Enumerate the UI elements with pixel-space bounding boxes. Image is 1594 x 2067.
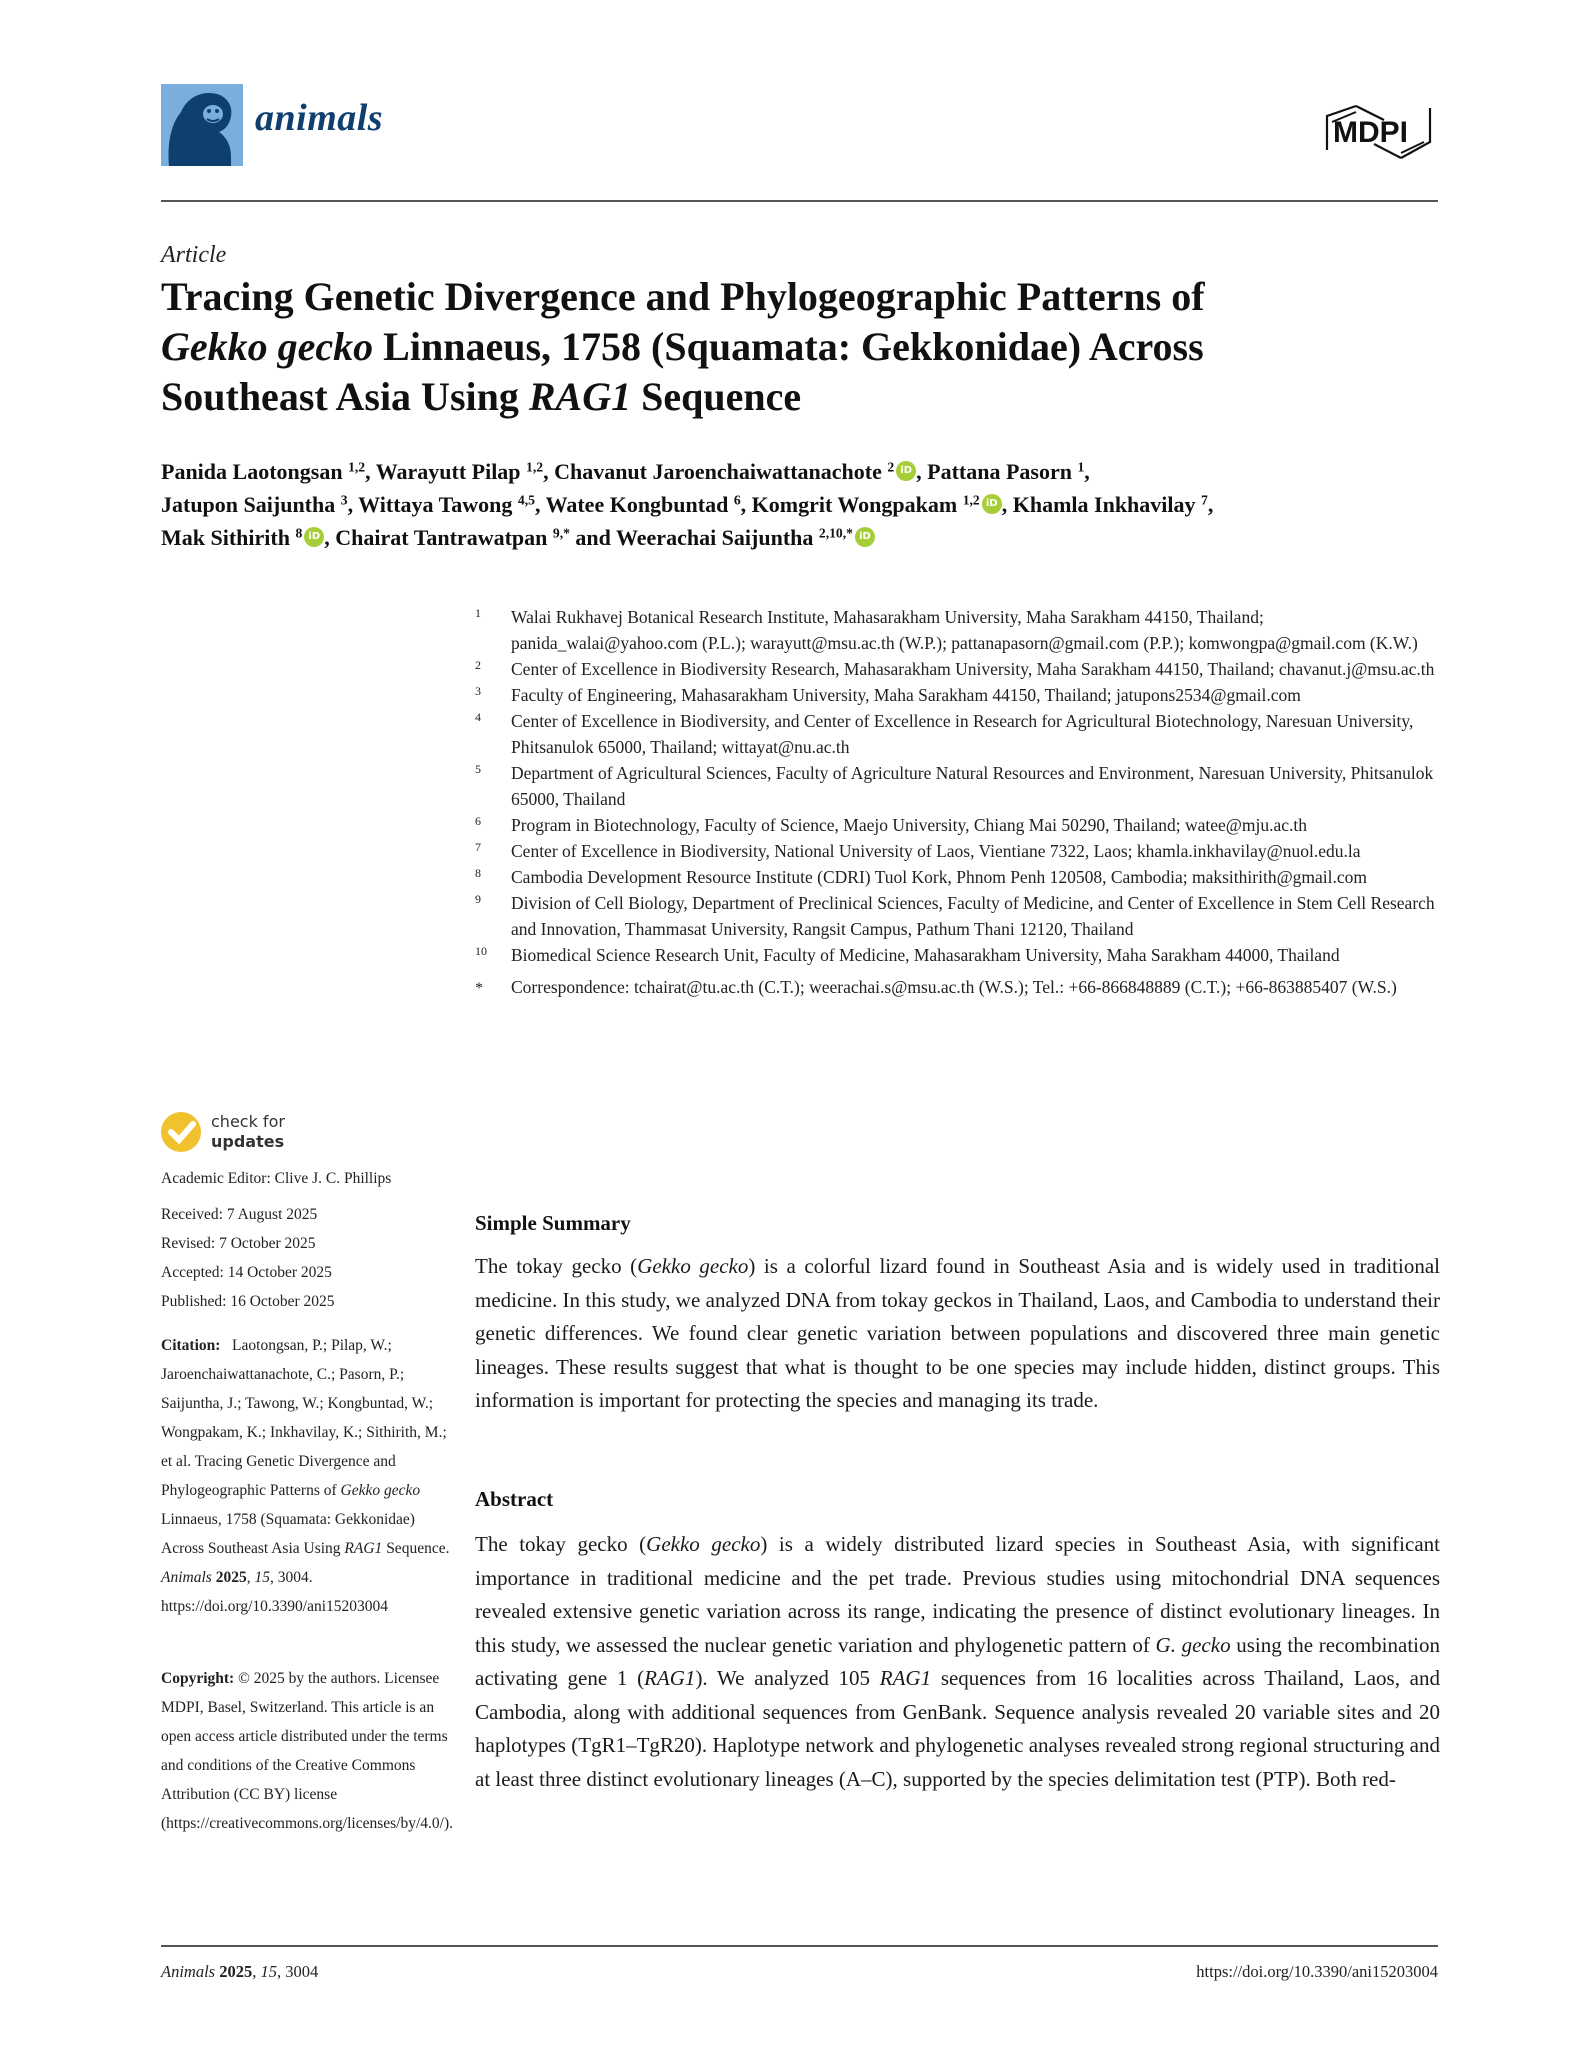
author-list xyxy=(161,455,1438,554)
mdpi-logo-text: MDPI xyxy=(1333,116,1408,149)
citation-text-c: Sequence. xyxy=(382,1540,450,1557)
affiliation-text: Center of Excellence in Biodiversity, and Center of Excellence in Research for Agricultural Biotechnology, Naresuan University, Phitsanulok 65000, Thailand; wittayat@nu.ac.th xyxy=(511,711,1414,757)
publication-dates xyxy=(161,1200,461,1316)
title-gene: RAG1 xyxy=(528,374,632,419)
affiliation-text: Biomedical Science Research Unit, Faculty of Medicine, Mahasarakham University, Maha Sarakham 44000, Thailand xyxy=(511,945,1340,965)
published-date: Published: 16 October 2025 xyxy=(161,1293,335,1310)
affiliation-item xyxy=(475,604,1440,656)
orcid-icon[interactable]: iD xyxy=(855,527,875,547)
ss-species: Gekko gecko xyxy=(637,1254,749,1278)
affiliation-number: 10 xyxy=(475,944,487,958)
affiliation-text: Walai Rukhavej Botanical Research Institute, Mahasarakham University, Maha Sarakham 44150, Thailand; panida_walai@yahoo.com (P.L.); warayutt@msu.ac.th (W.P.); pattanapasorn@gmail.com (P.P.); komwongpa@gmail.com (K.W.) xyxy=(511,607,1418,653)
title-species: Gekko gecko xyxy=(161,324,374,369)
ab-text-a: The tokay gecko ( xyxy=(475,1532,647,1556)
author-affiliation-marker: 3 xyxy=(340,492,348,508)
author-name: Chairat Tantrawatpan xyxy=(335,525,548,550)
affiliation-text: Program in Biotechnology, Faculty of Science, Maejo University, Chiang Mai 50290, Thailand; watee@mju.ac.th xyxy=(511,815,1307,835)
article-title xyxy=(161,272,1438,422)
author-affiliation-marker: 1,2 xyxy=(526,459,544,475)
author-name: Watee Kongbuntad xyxy=(545,492,729,517)
affiliations-list xyxy=(475,604,1440,1000)
author-name: Khamla Inkhavilay xyxy=(1012,492,1196,517)
author-separator: , xyxy=(365,459,376,484)
affiliation-number: 5 xyxy=(475,762,481,776)
author-separator: , xyxy=(1001,492,1013,517)
author-separator: , xyxy=(740,492,752,517)
affiliation-item xyxy=(475,838,1440,864)
footer-divider xyxy=(161,1945,1438,1947)
check-for-label: check for xyxy=(211,1112,285,1131)
footer-volume: 15 xyxy=(260,1962,277,1981)
affiliation-item xyxy=(475,708,1440,760)
ab-gene-2: RAG1 xyxy=(879,1666,932,1690)
affiliation-item xyxy=(475,974,1440,1000)
author-name: Panida Laotongsan xyxy=(161,459,343,484)
simple-summary-heading: Simple Summary xyxy=(475,1211,631,1235)
author-affiliation-marker: 2,10,* xyxy=(818,525,853,541)
author-affiliation-marker: 7 xyxy=(1201,492,1208,508)
ss-text-b: ) is a colorful lizard found in Southeast Asia and is widely used in traditional medicine. In this study, we analyzed DNA from tokay geckos in Thailand, Laos, and Cambodia to understand their genetic differences. We found clear genetic variation between populations and discovered three main genetic lineages. These results suggest that what is thought to be one species may include hidden, distinct groups. This information is important for protecting the species and managing its trade. xyxy=(475,1254,1440,1412)
ab-text-e: sequences from 16 localities across Thailand, Laos, and Cambodia, along with additional sequences from GenBank. Sequence analysis revealed 20 variable sites and 20 haplotypes (TgR1–TgR20). Haplotype network and phylogenetic analyses revealed strong regional structuring and at least three distinct evolutionary lineages (A–C), supported by the species delimitation test (PTP). Both red- xyxy=(475,1666,1440,1791)
author-affiliation-marker: 6 xyxy=(733,492,741,508)
citation-species: Gekko gecko xyxy=(340,1482,421,1499)
abstract-text xyxy=(475,1528,1440,1796)
citation-text-b: Linnaeus, 1758 (Squamata: Gekkonidae) Across Southeast Asia Using xyxy=(161,1511,415,1557)
journal-logo xyxy=(161,84,243,166)
author-name: Weerachai Saijuntha xyxy=(615,525,814,550)
copyright-text: © 2025 by the authors. Licensee MDPI, Basel, Switzerland. This article is an open access article distributed under the terms and conditions of the Creative Commons Attribution (CC BY) license (https://creativecommons.org/licenses/by/4.0/). xyxy=(161,1670,454,1832)
citation-text-a: Laotongsan, P.; Pilap, W.; Jaroenchaiwattanachote, C.; Pasorn, P.; Saijuntha, J.; Tawong, W.; Kongbuntad, W.; Wongpakam, K.; Inkhavilay, K.; Sithirith, M.; et al. Tracing Genetic Divergence and Phylogeographic Patterns of xyxy=(161,1337,447,1499)
affiliation-number: 3 xyxy=(475,684,481,698)
author-affiliation-marker: 1,2 xyxy=(962,492,980,508)
footer-doi-link[interactable]: https://doi.org/10.3390/ani15203004 xyxy=(1196,1962,1438,1981)
affiliation-text: Center of Excellence in Biodiversity, National University of Laos, Vientiane 7322, Laos; khamla.inkhavilay@nuol.edu.la xyxy=(511,841,1361,861)
accepted-date: Accepted: 14 October 2025 xyxy=(161,1264,332,1281)
abstract-heading: Abstract xyxy=(475,1487,554,1511)
copyright-label: Copyright: xyxy=(161,1670,235,1687)
checkmark-icon xyxy=(161,1112,201,1152)
ss-text-a: The tokay gecko ( xyxy=(475,1254,638,1278)
affiliation-text: Division of Cell Biology, Department of Preclinical Sciences, Faculty of Medicine, and Center of Excellence in Stem Cell Research and Innovation, Thammasat University, Rangsit Campus, Pathum Thani 12120, Thailand xyxy=(511,893,1435,939)
author-separator: , xyxy=(543,459,555,484)
received-date: Received: 7 August 2025 xyxy=(161,1206,318,1223)
copyright-block xyxy=(161,1664,457,1838)
affiliation-item xyxy=(475,682,1440,708)
title-line-1: Tracing Genetic Divergence and Phylogeographic Patterns of xyxy=(161,274,1205,319)
author-affiliation-marker: 4,5 xyxy=(517,492,535,508)
affiliation-item xyxy=(475,812,1440,838)
affiliation-text: Cambodia Development Resource Institute (CDRI) Tuol Kork, Phnom Penh 120508, Cambodia; maksithirith@gmail.com xyxy=(511,867,1368,887)
orcid-icon[interactable]: iD xyxy=(982,494,1002,514)
ab-text-d: ). We analyzed 105 xyxy=(695,1666,880,1690)
check-for-updates-badge[interactable] xyxy=(161,1110,321,1158)
affiliation-item xyxy=(475,890,1440,942)
affiliation-number: * xyxy=(475,980,483,997)
author-separator: , xyxy=(347,492,359,517)
ab-gene-1: RAG1 xyxy=(644,1666,696,1690)
ab-text-b: ) is a widely distributed lizard species in Southeast Asia, with significant importance in traditional medicine and the pet trade. Previous studies using mitochondrial DNA sequences revealed extensive genetic variation across its range, indicating the presence of distinct evolutionary lineages. In this study, we assessed the nuclear genetic variation and phylogenetic pattern of xyxy=(475,1532,1440,1657)
author-separator: and xyxy=(569,525,616,550)
author-affiliation-marker: 2 xyxy=(887,459,895,475)
footer-citation: Animals 2025, 15, 3004 xyxy=(161,1962,319,1981)
author-name: Jatupon Saijuntha xyxy=(161,492,336,517)
monkey-logo-icon xyxy=(161,84,243,166)
author-separator: , xyxy=(1207,492,1214,517)
simple-summary-text xyxy=(475,1250,1440,1418)
affiliation-text: Faculty of Engineering, Mahasarakham University, Maha Sarakham 44150, Thailand; jatupons2534@gmail.com xyxy=(511,685,1301,705)
affiliation-number: 1 xyxy=(475,606,481,620)
footer-journal: Animals xyxy=(161,1962,216,1981)
academic-editor: Academic Editor: Clive J. C. Phillips xyxy=(161,1170,392,1187)
citation-doi[interactable]: , 3004. https://doi.org/10.3390/ani15203004 xyxy=(161,1569,389,1615)
author-name: Pattana Pasorn xyxy=(927,459,1072,484)
journal-name: animals xyxy=(255,97,384,139)
citation-journal: Animals xyxy=(161,1569,212,1586)
affiliation-number: 7 xyxy=(475,840,481,854)
citation-gene: RAG1 xyxy=(344,1540,383,1557)
author-name: Wittaya Tawong xyxy=(358,492,513,517)
author-name: Komgrit Wongpakam xyxy=(751,492,958,517)
title-line-2: Linnaeus, 1758 (Squamata: Gekkonidae) Across xyxy=(373,324,1204,369)
affiliation-number: 9 xyxy=(475,892,481,906)
revised-date: Revised: 7 October 2025 xyxy=(161,1235,316,1252)
affiliation-number: 4 xyxy=(475,710,481,724)
ab-species-short: G. gecko xyxy=(1155,1632,1231,1657)
mdpi-logo xyxy=(1320,96,1438,172)
title-line-3b: Sequence xyxy=(631,374,802,419)
author-separator: , xyxy=(1084,459,1090,484)
citation-year: 2025 xyxy=(215,1569,247,1586)
affiliation-text: Center of Excellence in Biodiversity Research, Mahasarakham University, Maha Sarakham 44150, Thailand; chavanut.j@msu.ac.th xyxy=(511,659,1435,679)
affiliation-number: 8 xyxy=(475,866,481,880)
orcid-icon[interactable]: iD xyxy=(896,461,916,481)
affiliation-number: 2 xyxy=(475,658,481,672)
ab-species: Gekko gecko xyxy=(646,1532,761,1556)
affiliation-item xyxy=(475,760,1440,812)
affiliation-item xyxy=(475,864,1440,890)
affiliation-text: Department of Agricultural Sciences, Faculty of Agriculture Natural Resources and Environment, Naresuan University, Phitsanulok 65000, Thailand xyxy=(511,763,1434,809)
author-affiliation-marker: 9,* xyxy=(552,525,570,541)
footer-article: , 3004 xyxy=(276,1962,319,1981)
updates-label: updates xyxy=(211,1132,285,1151)
citation-label: Citation: xyxy=(161,1337,221,1354)
author-separator: , xyxy=(534,492,546,517)
affiliation-text: Correspondence: tchairat@tu.ac.th (C.T.); weerachai.s@msu.ac.th (W.S.); Tel.: +66-866848889 (C.T.); +66-863885407 (W.S.) xyxy=(511,977,1397,997)
article-type: Article xyxy=(161,242,227,268)
citation-block: Citation: Laotongsan, P.; Pilap, W.; Jaroenchaiwattanachote, C.; Pasorn, P.; Saijuntha, J.; Tawong, W.; Kongbuntad, W.; Wongpakam, K.; Inkhavilay, K.; Sithirith, M.; et al. Tracing Genetic Divergence and Phylogeographic Patterns of Gekko gecko Linnaeus, 1758 (Squamata: Gekkonidae) Across Southeast Asia Using RAG1 Sequence. Animals 2025, 15, 3004. https://doi.org/10.3390/ani15203004 xyxy=(161,1337,450,1615)
ab-text-c: using the recombination activating gene 1 ( xyxy=(475,1632,1440,1690)
author-affiliation-marker: 8 xyxy=(295,525,303,541)
author-affiliation-marker: 1,2 xyxy=(348,459,366,475)
author-separator: , xyxy=(916,459,928,484)
author-name: Chavanut Jaroenchaiwattanachote xyxy=(554,459,882,484)
affiliation-number: 6 xyxy=(475,814,481,828)
author-affiliation-marker: 1 xyxy=(1077,459,1085,475)
affiliation-item xyxy=(475,656,1440,682)
author-separator: , xyxy=(324,525,336,550)
author-name: Warayutt Pilap xyxy=(375,459,521,484)
footer-year: 2025 xyxy=(219,1962,253,1981)
author-name: Mak Sithirith xyxy=(161,525,290,550)
header-divider xyxy=(161,200,1438,202)
affiliation-item xyxy=(475,942,1440,968)
orcid-icon[interactable]: iD xyxy=(304,527,324,547)
citation-volume: 15 xyxy=(254,1569,270,1586)
title-line-3a: Southeast Asia Using xyxy=(161,374,529,419)
